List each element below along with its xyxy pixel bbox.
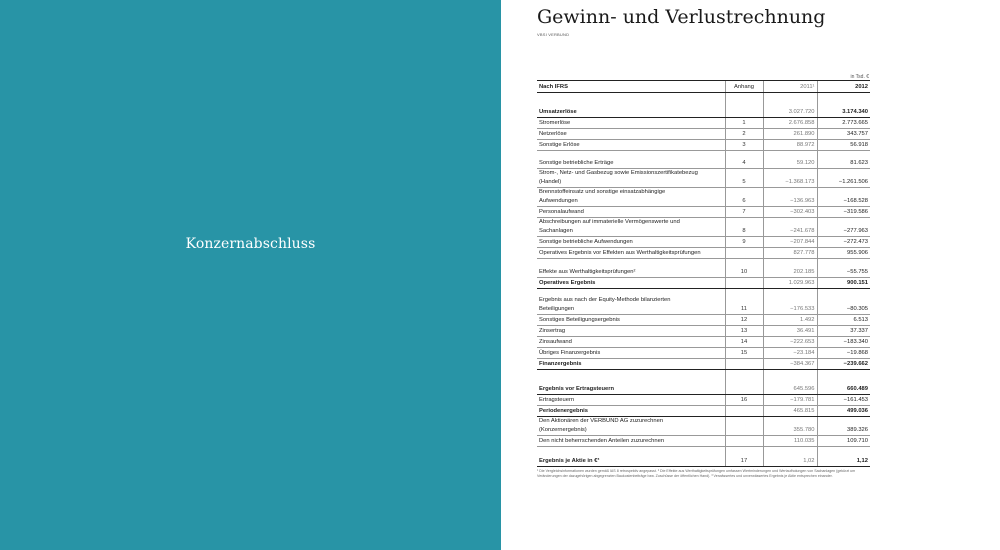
row-value-2011: 110.035 bbox=[763, 435, 817, 446]
table-row bbox=[537, 394, 870, 405]
row-value-2012: 2.773.665 bbox=[817, 117, 870, 128]
table-row bbox=[537, 107, 870, 118]
row-label: Periodenergebnis bbox=[537, 405, 725, 416]
row-note: 6 bbox=[725, 188, 763, 207]
row-value-2011: 1.029.963 bbox=[763, 277, 817, 288]
row-note: 16 bbox=[725, 394, 763, 405]
row-note bbox=[725, 416, 763, 435]
row-label-line: Ergebnis aus nach der Equity-Methode bilanzierten bbox=[539, 297, 671, 303]
row-note: 10 bbox=[725, 267, 763, 278]
row-value-2011: −23.184 bbox=[763, 348, 817, 359]
row-value-2011: −136.963 bbox=[763, 188, 817, 207]
row-note bbox=[725, 277, 763, 288]
row-note: 7 bbox=[725, 207, 763, 218]
table-row bbox=[537, 248, 870, 259]
table-row bbox=[537, 158, 870, 169]
row-label bbox=[537, 188, 725, 207]
row-note: 8 bbox=[725, 218, 763, 237]
row-label bbox=[537, 296, 725, 315]
row-value-2012: 109.710 bbox=[817, 435, 870, 446]
table-spacer bbox=[537, 288, 870, 296]
row-value-2012: 389.326 bbox=[817, 416, 870, 435]
row-label bbox=[537, 169, 725, 188]
section-title: Konzernabschluss bbox=[185, 236, 316, 252]
row-note: 9 bbox=[725, 237, 763, 248]
row-value-2011: 202.185 bbox=[763, 267, 817, 278]
row-value-2012: 56.918 bbox=[817, 139, 870, 150]
table-row bbox=[537, 277, 870, 288]
table-spacer bbox=[537, 259, 870, 267]
table-row bbox=[537, 169, 870, 188]
row-label: Zinsertrag bbox=[537, 326, 725, 337]
row-value-2011: 261.890 bbox=[763, 128, 817, 139]
row-value-2012: 81.623 bbox=[817, 158, 870, 169]
table-row bbox=[537, 348, 870, 359]
row-note: 12 bbox=[725, 315, 763, 326]
row-note bbox=[725, 359, 763, 370]
row-value-2012: 6.513 bbox=[817, 315, 870, 326]
table-spacer bbox=[537, 370, 870, 384]
row-label: Operatives Ergebnis bbox=[537, 277, 725, 288]
row-note: 2 bbox=[725, 128, 763, 139]
row-value-2011: −207.844 bbox=[763, 237, 817, 248]
row-value-2012: −272.473 bbox=[817, 237, 870, 248]
table-row bbox=[537, 128, 870, 139]
header-2012: 2012 bbox=[817, 81, 870, 93]
row-note: 1 bbox=[725, 117, 763, 128]
row-value-2012: 955.906 bbox=[817, 248, 870, 259]
row-note: 11 bbox=[725, 296, 763, 315]
row-label-line: Strom-, Netz- und Gasbezug sowie Emissionszertifikatebezug bbox=[539, 170, 698, 176]
table-row bbox=[537, 435, 870, 446]
row-label: Ertragsteuern bbox=[537, 394, 725, 405]
row-label-line: (Konzernergebnis) bbox=[539, 426, 587, 433]
row-value-2012: −161.453 bbox=[817, 394, 870, 405]
table-row bbox=[537, 326, 870, 337]
row-note: 5 bbox=[725, 169, 763, 188]
row-value-2011: 59.120 bbox=[763, 158, 817, 169]
row-label: Sonstiges Beteiligungsergebnis bbox=[537, 315, 725, 326]
table-row bbox=[537, 207, 870, 218]
document-page bbox=[501, 0, 1000, 550]
row-value-2011: 3.027.720 bbox=[763, 107, 817, 118]
table-row bbox=[537, 315, 870, 326]
page-subtitle: VBSI VERBUND bbox=[537, 32, 570, 37]
row-label-line: Aufwendungen bbox=[539, 198, 578, 204]
row-value-2011: −241.678 bbox=[763, 218, 817, 237]
row-note bbox=[725, 107, 763, 118]
row-note bbox=[725, 435, 763, 446]
row-value-2011: 2.676.858 bbox=[763, 117, 817, 128]
row-value-2012: −277.963 bbox=[817, 218, 870, 237]
row-value-2012: 900.151 bbox=[817, 277, 870, 288]
table-row bbox=[537, 359, 870, 370]
row-label: Finanzergebnis bbox=[537, 359, 725, 370]
row-value-2012: 3.174.340 bbox=[817, 107, 870, 118]
income-statement-table bbox=[537, 80, 870, 467]
row-label: Operatives Ergebnis vor Effekten aus Werthaltigkeitsprüfungen bbox=[537, 248, 725, 259]
table-spacer bbox=[537, 150, 870, 158]
row-label: Stromerlöse bbox=[537, 117, 725, 128]
row-value-2012: 1,12 bbox=[817, 456, 870, 467]
row-label: Den nicht beherrschenden Anteilen zuzurechnen bbox=[537, 435, 725, 446]
row-value-2012: 499.036 bbox=[817, 405, 870, 416]
page-title: Gewinn- und Verlustrechnung bbox=[537, 6, 826, 28]
row-note: 13 bbox=[725, 326, 763, 337]
table-row bbox=[537, 218, 870, 237]
row-value-2012: 37.337 bbox=[817, 326, 870, 337]
row-label: Effekte aus Werthaltigkeitsprüfungen² bbox=[537, 267, 725, 278]
row-label: Sonstige Erlöse bbox=[537, 139, 725, 150]
table-row bbox=[537, 117, 870, 128]
table-row bbox=[537, 139, 870, 150]
row-value-2011: 645.596 bbox=[763, 384, 817, 395]
unit-note: in Tsd. € bbox=[850, 74, 869, 80]
row-value-2011: −384.367 bbox=[763, 359, 817, 370]
row-note: 4 bbox=[725, 158, 763, 169]
row-note: 17 bbox=[725, 456, 763, 467]
row-note: 15 bbox=[725, 348, 763, 359]
table-spacer bbox=[537, 93, 870, 107]
table-row bbox=[537, 237, 870, 248]
header-label: Nach IFRS bbox=[537, 81, 725, 93]
row-note: 14 bbox=[725, 337, 763, 348]
row-value-2011: 36.491 bbox=[763, 326, 817, 337]
row-value-2011: 827.778 bbox=[763, 248, 817, 259]
row-label bbox=[537, 416, 725, 435]
table-row bbox=[537, 456, 870, 467]
row-value-2011: −1.368.173 bbox=[763, 169, 817, 188]
row-value-2011: −302.403 bbox=[763, 207, 817, 218]
row-value-2011: 355.780 bbox=[763, 416, 817, 435]
row-value-2012: −19.868 bbox=[817, 348, 870, 359]
row-value-2011: 1,02 bbox=[763, 456, 817, 467]
row-note bbox=[725, 248, 763, 259]
row-label: Netzerlöse bbox=[537, 128, 725, 139]
row-note: 3 bbox=[725, 139, 763, 150]
row-value-2011: −176.533 bbox=[763, 296, 817, 315]
row-value-2012: −319.586 bbox=[817, 207, 870, 218]
row-label-line: Sachanlagen bbox=[539, 228, 573, 234]
row-label: Übriges Finanzergebnis bbox=[537, 348, 725, 359]
table-header-row bbox=[537, 81, 870, 93]
row-label-line: Abschreibungen auf immaterielle Vermögenswerte und bbox=[539, 219, 680, 225]
row-value-2012: −239.662 bbox=[817, 359, 870, 370]
row-label: Sonstige betriebliche Aufwendungen bbox=[537, 237, 725, 248]
row-note bbox=[725, 405, 763, 416]
row-label: Sonstige betriebliche Erträge bbox=[537, 158, 725, 169]
table-row bbox=[537, 337, 870, 348]
table-row bbox=[537, 296, 870, 315]
row-label: Personalaufwand bbox=[537, 207, 725, 218]
row-value-2011: 88.972 bbox=[763, 139, 817, 150]
footnote: ¹ Die Vergleichsinformationen wurden gemäß IAS 8 retrospektiv angepasst. ² Die Effekte aus Werthaltigkeitsprüfungen umfassen Wertminderungen und Wertaufholungen von Sachanlagen (gekürzt um Veränderungen der dazugehörigen abgegrenzten Baukostenbeiträge bzw. Zuschüsse der öffentlichen Hand). ³ Verwässertes und unverwässertes Ergebnis je Aktie entsprechen einander. bbox=[537, 469, 856, 479]
table-row bbox=[537, 188, 870, 207]
row-label: Ergebnis vor Ertragsteuern bbox=[537, 384, 725, 395]
row-label: Ergebnis je Aktie in €³ bbox=[537, 456, 725, 467]
row-label-line: Den Aktionären der VERBUND AG zuzurechnen bbox=[539, 417, 664, 424]
row-value-2012: −55.755 bbox=[817, 267, 870, 278]
row-label-line: (Handel) bbox=[539, 179, 562, 185]
row-value-2011: 1.492 bbox=[763, 315, 817, 326]
table-row bbox=[537, 267, 870, 278]
table-row bbox=[537, 416, 870, 435]
row-label: Zinsaufwand bbox=[537, 337, 725, 348]
row-value-2011: −179.781 bbox=[763, 394, 817, 405]
table-row bbox=[537, 405, 870, 416]
header-note: Anhang bbox=[725, 81, 763, 93]
row-label-line: Beteiligungen bbox=[539, 306, 575, 312]
row-value-2011: −222.653 bbox=[763, 337, 817, 348]
header-2011: 2011¹ bbox=[763, 81, 817, 93]
row-value-2011: 465.815 bbox=[763, 405, 817, 416]
table-spacer bbox=[537, 446, 870, 456]
row-value-2012: −183.340 bbox=[817, 337, 870, 348]
row-value-2012: 343.757 bbox=[817, 128, 870, 139]
row-note bbox=[725, 384, 763, 395]
row-value-2012: −1.261.506 bbox=[817, 169, 870, 188]
row-value-2012: −80.305 bbox=[817, 296, 870, 315]
row-label-line: Brennstoffeinsatz und sonstige einsatzabhängige bbox=[539, 189, 666, 195]
row-value-2012: 660.489 bbox=[817, 384, 870, 395]
table-row bbox=[537, 384, 870, 395]
row-label bbox=[537, 218, 725, 237]
row-value-2012: −168.528 bbox=[817, 188, 870, 207]
row-label: Umsatzerlöse bbox=[537, 107, 725, 118]
